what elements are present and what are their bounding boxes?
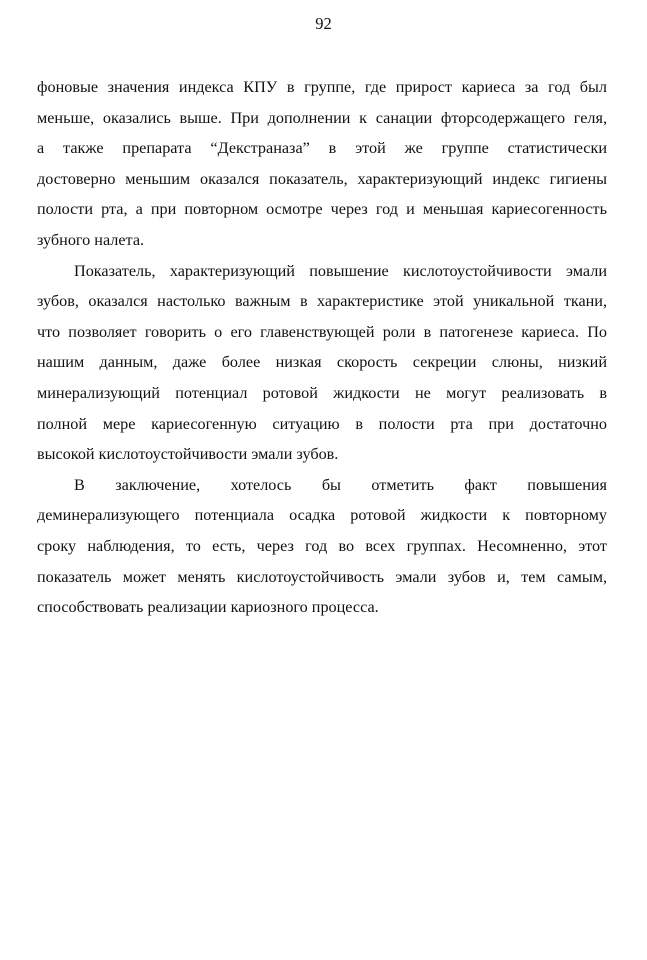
text-line: деминерализующего потенциала осадка ротовой жидкости к повторному <box>37 506 607 525</box>
text-line: что позволяет говорить о его главенствующей роли в патогенезе кариеса. По <box>37 322 607 341</box>
paragraph <box>37 72 607 256</box>
text-line: сроку наблюдения, то есть, через год во всех группах. Несомненно, этот <box>37 536 607 555</box>
text-line: полости рта, а при повторном осмотре через год и меньшая кариесогенность <box>37 200 607 219</box>
text-line: зубного налета. <box>37 230 145 249</box>
text-line: полной мере кариесогенную ситуацию в полости рта при достаточно <box>37 414 607 433</box>
text-line: Показатель, характеризующий повышение кислотоустойчивости эмали <box>74 261 607 280</box>
text-line: показатель может менять кислотоустойчивость эмали зубов и, тем самым, <box>37 567 607 586</box>
text-line: высокой кислотоустойчивости эмали зубов. <box>37 445 339 464</box>
page-number: 92 <box>315 14 332 33</box>
text-line: меньше, оказались выше. При дополнении к санации фторсодержащего геля, <box>37 108 607 127</box>
text-line: фоновые значения индекса КПУ в группе, где прирост кариеса за год был <box>37 78 607 96</box>
text-line: достоверно меньшим оказался показатель, характеризующий индекс гигиены <box>37 169 607 188</box>
text-line: способствовать реализации кариозного процесса. <box>37 598 379 617</box>
paragraph <box>37 256 607 470</box>
text-line: а также препарата “Декстраназа” в этой же группе статистически <box>37 139 607 158</box>
text-line: минерализующий потенциал ротовой жидкости не могут реализовать в <box>37 383 607 402</box>
text-line: зубов, оказался настолько важным в характеристике этой уникальной ткани, <box>37 292 607 311</box>
text-line: нашим данным, даже более низкая скорость секреции слюны, низкий <box>37 353 607 372</box>
paragraph <box>37 470 607 623</box>
text-line: В заключение, хотелось бы отметить факт повышения <box>74 475 607 494</box>
body-text <box>37 72 607 623</box>
